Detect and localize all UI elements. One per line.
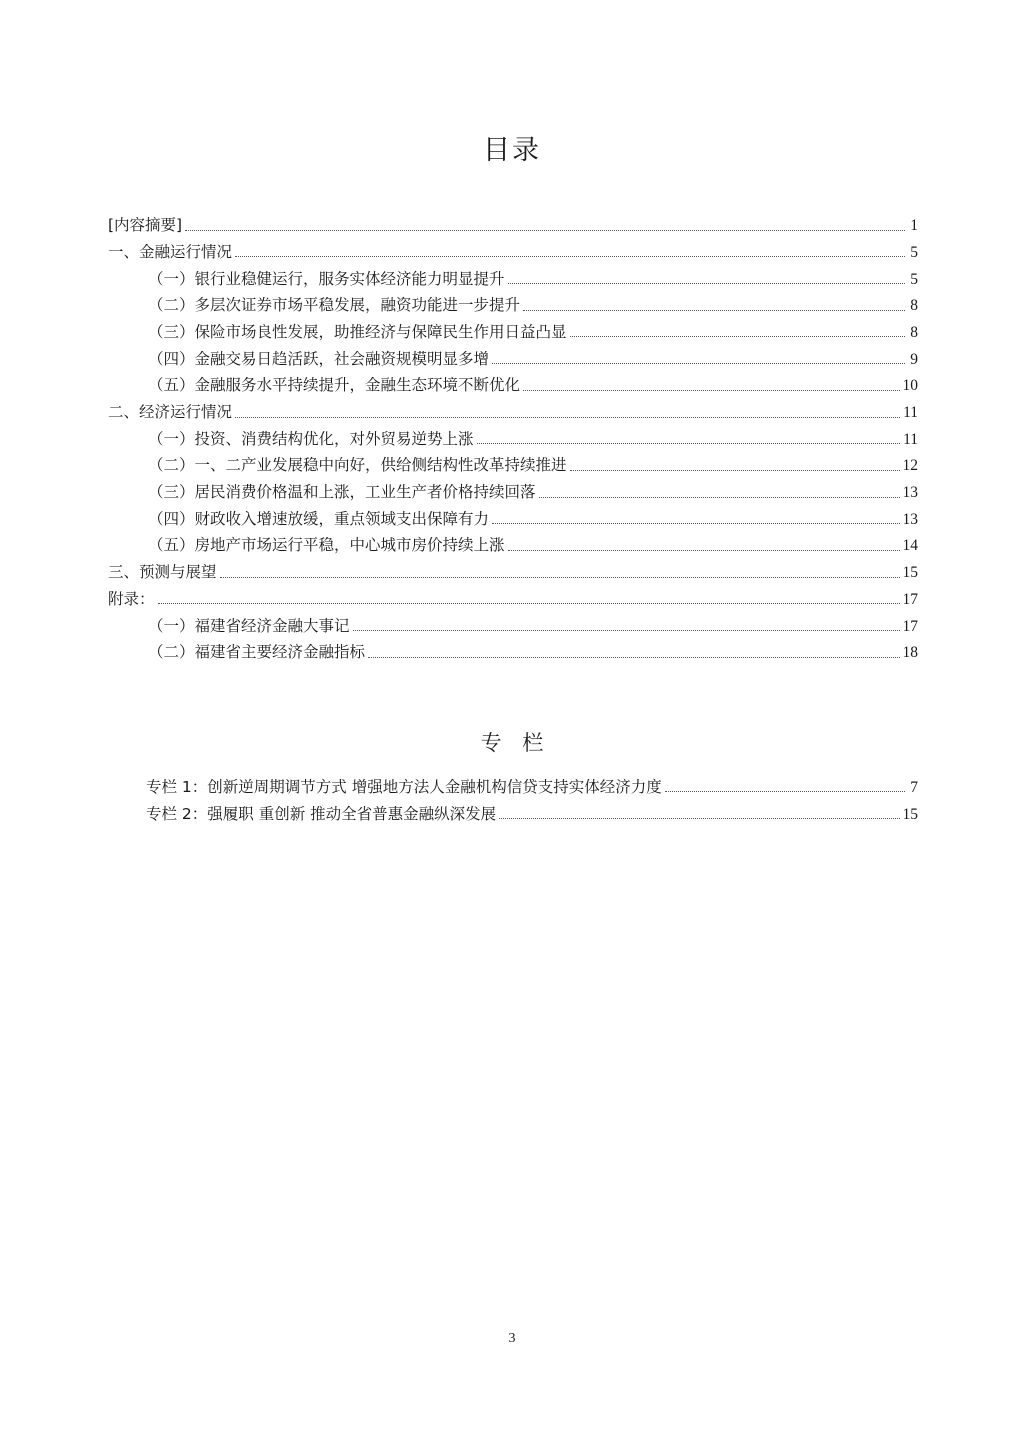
dot-leader: [492, 523, 899, 524]
toc-entry-page: 5: [910, 243, 918, 261]
dot-leader: [353, 630, 900, 631]
columns-title: 专 栏: [480, 731, 544, 755]
toc-entry-label: （四）财政收入增速放缓，重点领域支出保障有力: [148, 509, 490, 528]
columns-list: [146, 768, 918, 822]
toc-entry-label: 附录：: [108, 589, 155, 608]
toc-entry-page: 5: [910, 270, 918, 288]
toc-entry[interactable]: [108, 394, 918, 421]
dot-leader: [539, 497, 900, 498]
toc-entry[interactable]: [108, 527, 918, 554]
toc-entry[interactable]: [108, 421, 918, 448]
toc-entry-label: 三、预测与展望: [108, 563, 217, 582]
toc-title: 目录: [483, 135, 541, 166]
toc-entry[interactable]: [108, 314, 918, 341]
dot-leader: [158, 603, 900, 604]
toc-entry-label: （二）一、二产业发展稳中向好，供给侧结构性改革持续推进: [148, 456, 567, 475]
toc-entry-label: （五）金融服务水平持续提升，金融生态环境不断优化: [148, 376, 521, 395]
dot-leader: [235, 256, 905, 257]
toc-entry-page: 1: [910, 217, 918, 235]
toc-entry[interactable]: [108, 474, 918, 501]
toc-entry-page: 10: [902, 377, 918, 395]
toc-entry[interactable]: [108, 260, 918, 287]
column-entry-page: 15: [902, 805, 918, 823]
toc-entry-page: 11: [903, 404, 918, 421]
column-entry[interactable]: [146, 795, 918, 822]
toc-entry[interactable]: [108, 287, 918, 314]
toc-entry-page: 15: [902, 564, 918, 582]
toc-entry-label: （三）居民消费价格温和上涨，工业生产者价格持续回落: [148, 483, 536, 502]
dot-leader: [220, 577, 900, 578]
table-of-contents: [108, 207, 918, 661]
column-entry-label: 专栏 2：强履职 重创新 推动全省普惠金融纵深发展: [146, 804, 497, 823]
toc-entry-page: 13: [902, 510, 918, 528]
toc-entry[interactable]: [108, 340, 918, 367]
toc-entry-page: 12: [902, 457, 918, 475]
toc-entry-page: 8: [910, 323, 918, 341]
toc-entry-label: （一）银行业稳健运行，服务实体经济能力明显提升: [148, 269, 505, 288]
toc-entry-label: （一）福建省经济金融大事记: [148, 616, 350, 635]
column-entry-page: 7: [910, 778, 918, 796]
dot-leader: [665, 791, 905, 792]
column-entry-label: 专栏 1：创新逆周期调节方式 增强地方法人金融机构信贷支持实体经济力度: [146, 777, 662, 796]
toc-entry-label: （二）多层次证券市场平稳发展，融资功能进一步提升: [148, 296, 521, 315]
toc-entry[interactable]: [108, 367, 918, 394]
toc-entry-page: 13: [902, 484, 918, 502]
toc-entry[interactable]: [108, 634, 918, 661]
dot-leader: [523, 310, 905, 311]
dot-leader: [185, 230, 905, 231]
toc-entry-page: 9: [910, 350, 918, 368]
toc-entry[interactable]: [108, 554, 918, 581]
toc-entry[interactable]: [108, 447, 918, 474]
toc-entry-label: （二）福建省主要经济金融指标: [148, 643, 366, 662]
toc-entry-label: （四）金融交易日趋活跃，社会融资规模明显多增: [148, 349, 490, 368]
dot-leader: [523, 390, 899, 391]
toc-entry-page: 17: [902, 617, 918, 635]
column-entry[interactable]: [146, 768, 918, 795]
dot-leader: [477, 443, 901, 444]
toc-entry-label: [内容摘要]: [108, 216, 183, 235]
dot-leader: [508, 283, 905, 284]
toc-entry-label: 一、金融运行情况: [108, 242, 233, 261]
toc-entry[interactable]: [108, 207, 918, 234]
toc-entry-label: 二、经济运行情况: [108, 403, 233, 421]
dot-leader: [492, 363, 905, 364]
page-number: 3: [508, 1331, 516, 1346]
toc-entry-page: 8: [910, 297, 918, 315]
toc-entry-label: （三）保险市场良性发展，助推经济与保障民生作用日益凸显: [148, 322, 567, 341]
dot-leader: [368, 657, 899, 658]
dot-leader: [499, 818, 899, 819]
toc-entry[interactable]: [108, 581, 918, 608]
toc-entry[interactable]: [108, 607, 918, 634]
toc-entry[interactable]: [108, 234, 918, 261]
toc-entry-page: 14: [902, 537, 918, 555]
toc-entry-label: （一）投资、消费结构优化，对外贸易逆势上涨: [148, 429, 474, 448]
dot-leader: [570, 470, 900, 471]
toc-entry-page: 11: [903, 430, 918, 448]
toc-entry-page: 18: [902, 644, 918, 662]
dot-leader: [570, 336, 905, 337]
dot-leader: [508, 550, 900, 551]
toc-entry-page: 17: [902, 590, 918, 608]
toc-entry-label: （五）房地产市场运行平稳，中心城市房价持续上涨: [148, 536, 505, 555]
toc-entry[interactable]: [108, 501, 918, 528]
dot-leader: [235, 417, 900, 418]
